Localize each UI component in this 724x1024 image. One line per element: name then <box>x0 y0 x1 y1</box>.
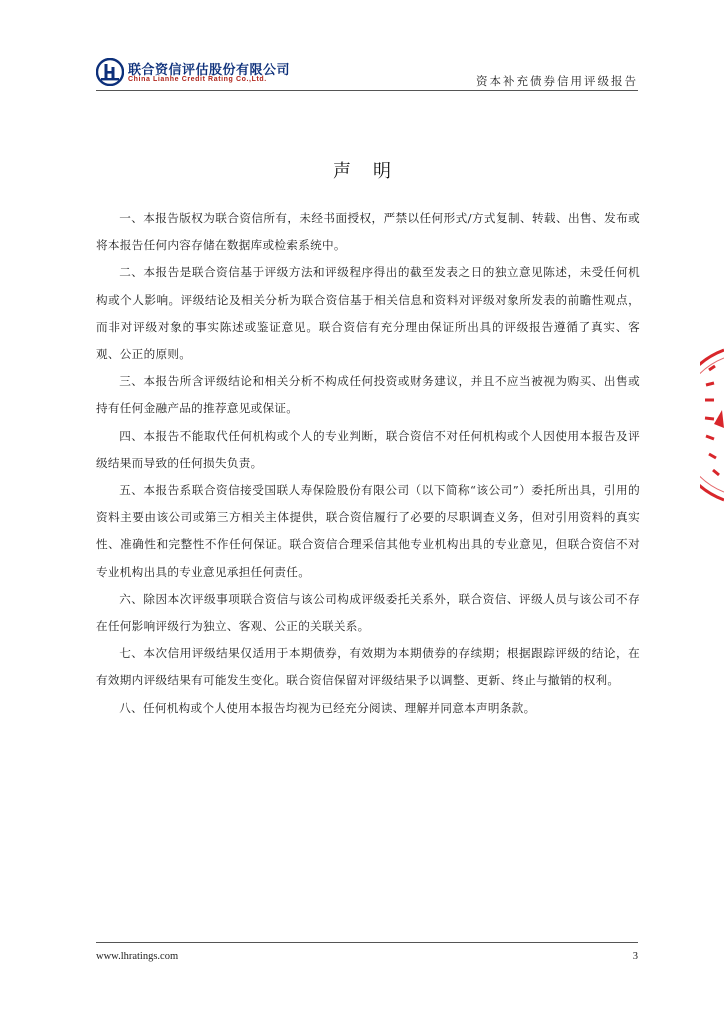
statement-paragraph-7: 七、本次信用评级结果仅适用于本期债券，有效期为本期债券的存续期；根据跟踪评级的结论，在有效期内评级结果有可能发生变化。联合资信保留对评级结果予以调整、更新、终止与撤销的权利。 <box>96 646 640 688</box>
footer-divider <box>96 942 638 943</box>
page-title: 声明 <box>333 161 413 182</box>
statement-paragraph-2: 二、本报告是联合资信基于评级方法和评级程序得出的截至发表之日的独立意见陈述，未受任何机构或个人影响。评级结论及相关分析为联合资信基于相关信息和资料对评级对象所发表的前瞻性观点，而非对评级对象的事实陈述或鉴证意见。联合资信有充分理由保证所出具的评级报告遵循了真实、客观、公正的原则。 <box>96 265 640 362</box>
report-title: 资本补充债券信用评级报告 <box>476 74 638 88</box>
page-header <box>96 58 638 92</box>
statement-paragraph-1: 一、本报告版权为联合资信所有，未经书面授权，严禁以任何形式/方式复制、转载、出售、发布或将本报告任何内容存储在数据库或检索系统中。 <box>96 211 640 253</box>
statement-paragraph-3: 三、本报告所含评级结论和相关分析不构成任何投资或财务建议，并且不应当被视为购买、出售或持有任何金融产品的推荐意见或保证。 <box>96 374 640 416</box>
statement-paragraph-6: 六、除因本次评级事项联合资信与该公司构成评级委托关系外，联合资信、评级人员与该公司不存在任何影响评级行为独立、客观、公正的关联关系。 <box>96 591 640 634</box>
company-name-cn: 联合资信评估股份有限公司 <box>128 63 291 78</box>
statement-paragraph-5: 五、本报告系联合资信接受国联人寿保险股份有限公司（以下简称“该公司”）委托所出具，引用的资料主要由该公司或第三方相关主体提供，联合资信履行了必要的尽职调查义务，但对引用资料的真实性、准确性和完整性不作任何保证。联合资信合理采信其他专业机构出具的专业意见，但联合资信不对专业机构出具的专业意见承担任何责任。 <box>96 483 640 579</box>
lianhe-logo-icon <box>96 58 124 86</box>
statement-paragraph-4: 四、本报告不能取代任何机构或个人的专业判断，联合资信不对任何机构或个人因使用本报告及评级结果而导致的任何损失负责。 <box>96 428 640 470</box>
company-name-en: China Lianhe Credit Rating Co.,Ltd. <box>128 76 267 83</box>
footer-website: www.lhratings.com <box>96 951 179 962</box>
header-divider <box>96 90 638 91</box>
company-seal-icon <box>700 340 724 510</box>
statement-body <box>96 205 640 722</box>
page-number: 3 <box>632 951 638 962</box>
statement-paragraph-8: 八、任何机构或个人使用本报告均视为已经充分阅读、理解并同意本声明条款。 <box>119 700 536 715</box>
